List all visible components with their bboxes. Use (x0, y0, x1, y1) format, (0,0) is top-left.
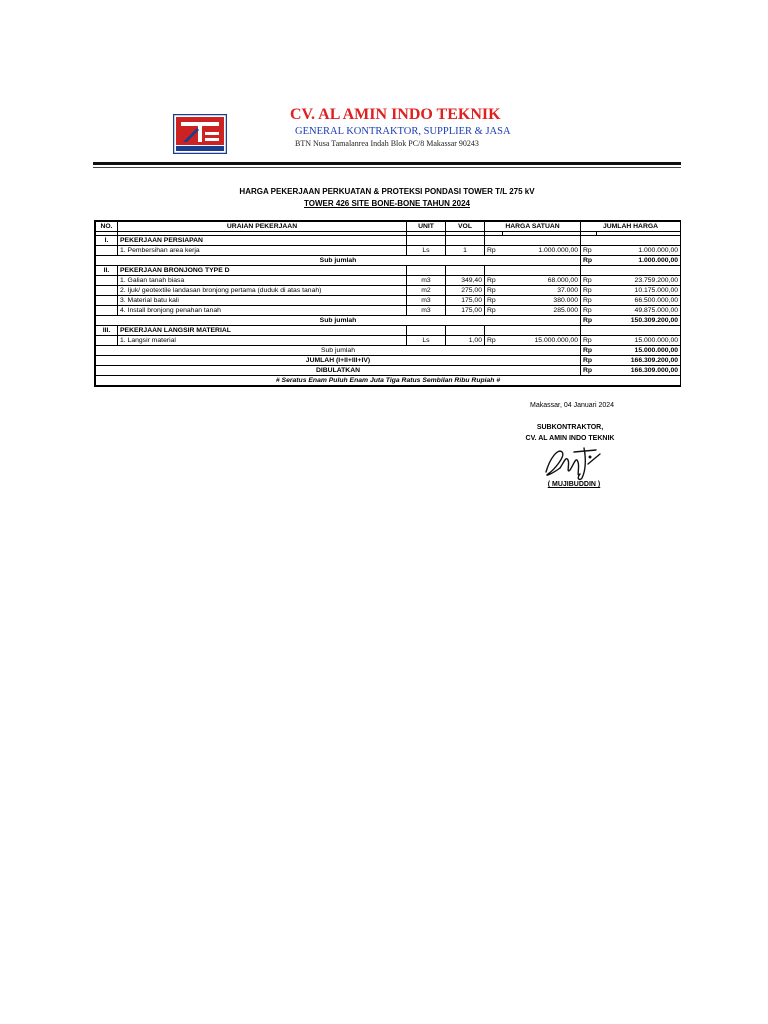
item-price: 285.000 (503, 306, 581, 316)
item-total: 49.875.000,00 (597, 306, 681, 316)
subtotal-value: 15.000.000,00 (597, 346, 681, 356)
grand-total-row (96, 356, 681, 366)
item-vol: 1 (446, 246, 485, 256)
subtotal-value: 150.309.200,00 (597, 316, 681, 326)
company-address: BTN Nusa Tamalanrea Indah Blok PC/8 Makassar 90243 (295, 139, 479, 148)
grand-total-label: JUMLAH (I+II+III+IV) (96, 356, 581, 366)
header-harga-satuan: HARGA SATUAN (485, 222, 581, 232)
subtotal-currency: Rp (581, 346, 597, 356)
item-vol: 349,40 (446, 276, 485, 286)
section-no: II. (96, 266, 118, 276)
item-total: 1.000.000,00 (597, 246, 681, 256)
item-unit: Ls (407, 336, 446, 346)
section-title: PEKERJAAN LANGSIR MATERIAL (118, 326, 407, 336)
table-row (96, 276, 681, 286)
signer-name: ( MUJIBUDDIN ) (547, 481, 601, 488)
item-unit: m3 (407, 276, 446, 286)
rounded-total-currency: Rp (581, 366, 597, 376)
table-header-row (96, 222, 681, 232)
subtotal-currency: Rp (581, 316, 597, 326)
signer-company: CV. AL AMIN INDO TEKNIK (525, 435, 615, 442)
item-total-currency: Rp (581, 286, 597, 296)
item-total-currency: Rp (581, 246, 597, 256)
section-title: PEKERJAAN BRONJONG TYPE D (118, 266, 407, 276)
item-total: 10.175.000,00 (597, 286, 681, 296)
rounded-total-value: 166.309.000,00 (597, 366, 681, 376)
subtotal-row (96, 346, 681, 356)
signer-role: SUBKONTRAKTOR, (536, 424, 604, 431)
item-price-currency: Rp (485, 286, 503, 296)
table-row (96, 296, 681, 306)
header-vol: VOL (446, 222, 485, 232)
amount-in-words: # Seratus Enam Puluh Enam Juta Tiga Ratus Sembilan Ribu Rupiah # (96, 376, 681, 386)
item-desc: 4. Install bronjong penahan tanah (118, 306, 407, 316)
subtotal-label: Sub jumlah (96, 256, 581, 266)
company-name: CV. AL AMIN INDO TEKNIK (290, 106, 501, 123)
item-total-currency: Rp (581, 336, 597, 346)
subtotal-label: Sub jumlah (96, 316, 581, 326)
header-rule-thick (93, 162, 681, 165)
company-logo (173, 114, 227, 154)
item-vol: 175,00 (446, 306, 485, 316)
section-row (96, 326, 681, 336)
section-no: III. (96, 326, 118, 336)
item-price: 15.000.000,00 (503, 336, 581, 346)
subtotal-currency: Rp (581, 256, 597, 266)
document-subtitle: TOWER 426 SITE BONE-BONE TAHUN 2024 (304, 199, 470, 208)
item-total-currency: Rp (581, 276, 597, 286)
item-price: 380.000 (503, 296, 581, 306)
header-unit: UNIT (407, 222, 446, 232)
amount-in-words-row (96, 376, 681, 386)
signer-title (500, 422, 640, 444)
item-desc: 2. Ijuk/ geotextile landasan bronjong pertama (duduk di atas tanah) (118, 286, 407, 296)
item-total-currency: Rp (581, 296, 597, 306)
subtotal-label: Sub jumlah (96, 346, 581, 356)
rounded-total-row (96, 366, 681, 376)
grand-total-value: 166.309.200,00 (597, 356, 681, 366)
item-unit: m3 (407, 306, 446, 316)
item-total: 66.500.000,00 (597, 296, 681, 306)
section-no: I. (96, 236, 118, 246)
item-price-currency: Rp (485, 276, 503, 286)
item-desc: 1. Galian tanah biasa (118, 276, 407, 286)
item-desc: 1. Langsir material (118, 336, 407, 346)
subtotal-value: 1.000.000,00 (597, 256, 681, 266)
subtotal-row (96, 256, 681, 266)
item-price-currency: Rp (485, 246, 503, 256)
item-unit: m3 (407, 296, 446, 306)
table-row (96, 336, 681, 346)
item-total-currency: Rp (581, 306, 597, 316)
header-no: NO. (96, 222, 118, 232)
header-uraian: URAIAN PEKERJAAN (118, 222, 407, 232)
item-vol: 175,00 (446, 296, 485, 306)
rounded-total-label: DIBULATKAN (96, 366, 581, 376)
table-row (96, 286, 681, 296)
document-title: HARGA PEKERJAAN PERKUATAN & PROTEKSI PONDASI TOWER T/L 275 kV (239, 187, 535, 196)
item-vol: 1,00 (446, 336, 485, 346)
table-row (96, 306, 681, 316)
table-row (96, 246, 681, 256)
header-jumlah-harga: JUMLAH HARGA (581, 222, 681, 232)
header-rule-thin (93, 167, 681, 168)
subtotal-row (96, 316, 681, 326)
place-date: Makassar, 04 Januari 2024 (530, 402, 615, 409)
item-vol: 275,00 (446, 286, 485, 296)
item-price-currency: Rp (485, 306, 503, 316)
section-row (96, 266, 681, 276)
signature-image (540, 444, 602, 482)
item-price: 37.000 (503, 286, 581, 296)
item-price: 1.000.000,00 (503, 246, 581, 256)
section-title: PEKERJAAN PERSIAPAN (118, 236, 407, 246)
item-price: 68.000,00 (503, 276, 581, 286)
item-price-currency: Rp (485, 296, 503, 306)
item-price-currency: Rp (485, 336, 503, 346)
item-total: 15.000.000,00 (597, 336, 681, 346)
item-total: 23.759.200,00 (597, 276, 681, 286)
item-desc: 1. Pembersihan area kerja (118, 246, 407, 256)
company-tagline: GENERAL KONTRAKTOR, SUPPLIER & JASA (295, 126, 511, 137)
item-unit: Ls (407, 246, 446, 256)
grand-total-currency: Rp (581, 356, 597, 366)
section-row (96, 236, 681, 246)
item-desc: 3. Material batu kali (118, 296, 407, 306)
cost-table (94, 220, 681, 387)
item-unit: m2 (407, 286, 446, 296)
